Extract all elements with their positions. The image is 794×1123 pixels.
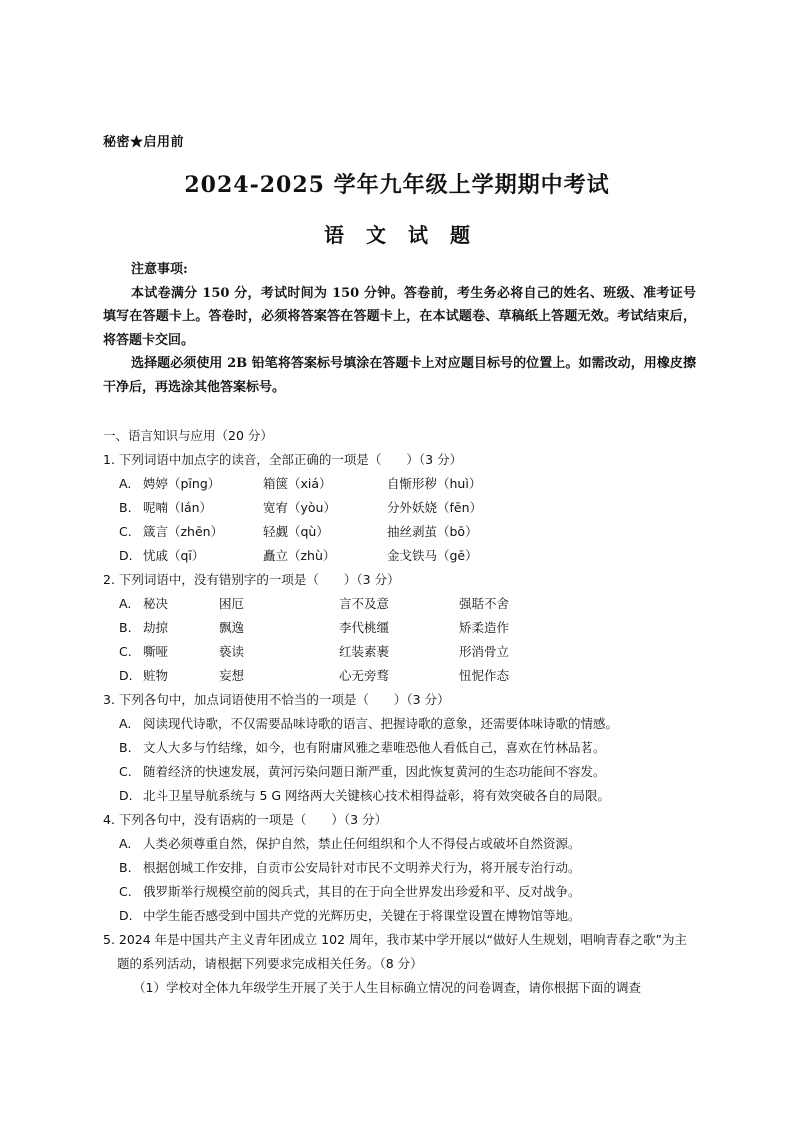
option-word: 矫柔造作 xyxy=(459,620,510,635)
option-word: 强聒不舍 xyxy=(459,596,510,611)
option-letter: C. xyxy=(119,764,132,779)
question-3-stem: 3. 下列各句中，加点词语使用不恰当的一项是（ ）（3 分） xyxy=(103,692,450,707)
notice-heading: 注意事项: xyxy=(131,262,188,277)
question-4-stem: 4. 下列各句中，没有语病的一项是（ ）（3 分） xyxy=(103,812,388,827)
option-word: 金戈铁马（gē） xyxy=(387,548,478,563)
option-word: 飘逸 xyxy=(219,620,245,635)
option-word: 劫掠 xyxy=(143,620,169,635)
question-5-subquestion-1: （1）学校对全体九年级学生开展了关于人生目标确立情况的问卷调查，请你根据下面的调查 xyxy=(133,980,641,995)
option-word: 心无旁骛 xyxy=(339,668,390,683)
option-word: 嘶哑 xyxy=(143,644,169,659)
question-5-stem: 5. 2024 年是中国共产主义青年团成立 102 周年，我市某中学开展以“做好人生规划，唱响青春之歌”为主题的系列活动，请根据下列要求完成相关任务。（8 分） xyxy=(103,932,687,971)
option-letter: D. xyxy=(119,788,133,803)
option-letter: C. xyxy=(119,884,132,899)
exam-title: 2024-2025 学年九年级上学期期中考试 xyxy=(184,172,610,198)
option-sentence: 人类必须尊重自然，保护自然，禁止任何组织和个人不得侵占或破坏自然资源。 xyxy=(143,836,581,851)
option-sentence: 俄罗斯举行规模空前的阅兵式，其目的在于向全世界发出珍爱和平、反对战争。 xyxy=(143,884,581,899)
option-letter: A. xyxy=(119,836,132,851)
option-word: 形消骨立 xyxy=(459,644,510,659)
question-4-option-c xyxy=(103,880,696,904)
option-word: 箱箧（xiá） xyxy=(263,476,332,491)
question-4-option-a xyxy=(103,832,696,856)
option-letter: B. xyxy=(119,620,132,635)
option-word: 困厄 xyxy=(219,596,245,611)
notice-block xyxy=(103,258,696,399)
question-1-option-a xyxy=(103,472,696,496)
question-4-option-d xyxy=(103,904,696,928)
option-letter: D. xyxy=(119,548,133,563)
questions-body xyxy=(103,424,696,1000)
option-word: 忧戚（qī） xyxy=(143,548,205,563)
secret-label: 秘密★启用前 xyxy=(103,135,185,150)
question-1-option-d xyxy=(103,544,696,568)
section-heading: 一、语言知识与应用（20 分） xyxy=(103,428,273,443)
option-word: 轻觑（qù） xyxy=(263,524,329,539)
option-sentence: 文人大多与竹结缘，如今，也有附庸风雅之辈唯恐他人看低自己，喜欢在竹林品茗。 xyxy=(143,740,606,755)
question-2-option-c xyxy=(103,640,696,664)
option-word: 赃物 xyxy=(143,668,169,683)
option-sentence: 阅读现代诗歌，不仅需要品味诗歌的语言、把握诗歌的意象，还需要体味诗歌的情感。 xyxy=(143,716,619,731)
option-word: 呢喃（lán） xyxy=(143,500,213,515)
option-word: 秘决 xyxy=(143,596,169,611)
option-letter: A. xyxy=(119,596,132,611)
option-word: 箴言（zhēn） xyxy=(143,524,224,539)
option-sentence: 中学生能否感受到中国共产党的光辉历史，关键在于将课堂设置在博物馆等地。 xyxy=(143,908,581,923)
option-word: 自惭形秽（huì） xyxy=(387,476,482,491)
option-letter: B. xyxy=(119,860,132,875)
question-1-stem: 1. 下列词语中加点字的读音，全部正确的一项是（ ）（3 分） xyxy=(103,452,463,467)
option-word: 矗立（zhù） xyxy=(263,548,336,563)
question-2-option-a xyxy=(103,592,696,616)
option-word: 分外妖娆（fēn） xyxy=(387,500,483,515)
question-2-stem: 2. 下列词语中，没有错别字的一项是（ ）（3 分） xyxy=(103,572,400,587)
option-word: 妄想 xyxy=(219,668,245,683)
option-word: 抽丝剥茧（bō） xyxy=(387,524,478,539)
option-word: 忸怩作态 xyxy=(459,668,510,683)
question-3-option-b xyxy=(103,736,696,760)
option-letter: D. xyxy=(119,668,133,683)
option-letter: B. xyxy=(119,740,132,755)
exam-subtitle: 语文试题 xyxy=(324,223,492,247)
option-letter: A. xyxy=(119,476,132,491)
question-1-option-b xyxy=(103,496,696,520)
question-3-option-a xyxy=(103,712,696,736)
question-3-option-d xyxy=(103,784,696,808)
option-word: 宽宥（yòu） xyxy=(263,500,336,515)
option-letter: C. xyxy=(119,644,132,659)
question-2-option-b xyxy=(103,616,696,640)
option-sentence: 随着经济的快速发展，黄河污染问题日渐严重，因此恢复黄河的生态功能间不容发。 xyxy=(143,764,606,779)
option-word: 言不及意 xyxy=(339,596,390,611)
option-word: 娉婷（pīng） xyxy=(143,476,221,491)
notice-paragraph-2: 选择题必须使用 2B 铅笔将答案标号填涂在答题卡上对应题目标号的位置上。如需改动，用橡皮擦干净后，再选涂其他答案标号。 xyxy=(103,356,696,395)
option-word: 李代桃缰 xyxy=(339,620,390,635)
option-sentence: 根据创城工作安排，自贡市公安局针对市民不文明养犬行为，将开展专治行动。 xyxy=(143,860,581,875)
question-1-option-c xyxy=(103,520,696,544)
question-3-option-c xyxy=(103,760,696,784)
option-sentence: 北斗卫星导航系统与 5 G 网络两大关键核心技术相得益彰，将有效突破各自的局限。 xyxy=(143,788,611,803)
question-2-option-d xyxy=(103,664,696,688)
option-letter: A. xyxy=(119,716,132,731)
question-4-option-b xyxy=(103,856,696,880)
option-word: 亵读 xyxy=(219,644,245,659)
option-word: 红装素裹 xyxy=(339,644,390,659)
option-letter: C. xyxy=(119,524,132,539)
option-letter: B. xyxy=(119,500,132,515)
notice-paragraph-1: 本试卷满分 150 分，考试时间为 150 分钟。答卷前，考生务必将自己的姓名、班级、准考证号填写在答题卡上。答卷时，必须将答案答在答题卡上，在本试题卷、草稿纸上答题无效。考试结束后，将答题卡交回。 xyxy=(103,285,696,348)
option-letter: D. xyxy=(119,908,133,923)
